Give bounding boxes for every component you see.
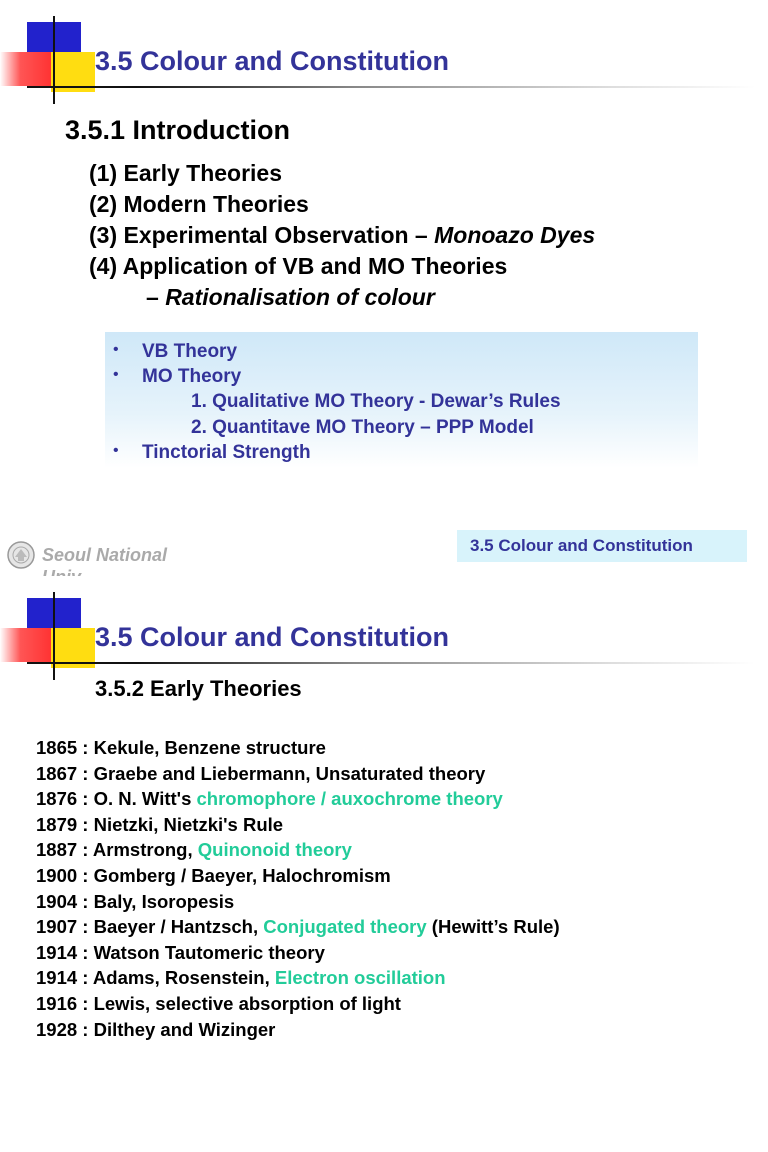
logo-red-square bbox=[0, 628, 51, 662]
slide-title: 3.5 Colour and Constitution bbox=[95, 622, 449, 652]
timeline-text: 1887 : Armstrong, bbox=[36, 839, 198, 861]
theory-subitem-quantitative: 2. Quantitave MO Theory – PPP Model bbox=[191, 417, 534, 438]
bullet-icon: • bbox=[113, 442, 119, 459]
logo-vertical-line bbox=[53, 16, 55, 104]
timeline-text: 1916 : Lewis, selective absorption of light bbox=[36, 992, 401, 1014]
timeline-highlight: Electron oscillation bbox=[274, 967, 446, 989]
theory-subitem-qualitative: 1. Qualitative MO Theory - Dewar’s Rules bbox=[191, 391, 561, 412]
section-heading: 3.5.2 Early Theories bbox=[95, 676, 302, 701]
title-underline bbox=[27, 662, 755, 664]
timeline-text: 1876 : O. N. Witt's bbox=[36, 788, 197, 810]
timeline-item bbox=[36, 940, 560, 966]
timeline-item bbox=[36, 786, 560, 812]
topic-text: (3) Experimental Observation – bbox=[89, 222, 435, 248]
timeline-item bbox=[36, 991, 560, 1017]
timeline-text: 1900 : Gomberg / Baeyer, Halochromism bbox=[36, 864, 391, 886]
timeline-text: 1867 : Graebe and Liebermann, Unsaturated theory bbox=[36, 762, 486, 784]
timeline-item bbox=[36, 863, 560, 889]
topic-application-vb-mo bbox=[89, 253, 507, 280]
section-heading: 3.5.1 Introduction bbox=[65, 115, 291, 145]
theory-item-mo: MO Theory bbox=[142, 366, 242, 387]
topic-modern-theories bbox=[89, 191, 309, 218]
timeline-text: 1914 : Watson Tautomeric theory bbox=[36, 941, 325, 963]
timeline-item bbox=[36, 761, 560, 787]
timeline-text: 1904 : Baly, Isoropesis bbox=[36, 890, 235, 912]
bullet-icon: • bbox=[113, 366, 119, 383]
timeline-item bbox=[36, 965, 560, 991]
topic-rationalisation bbox=[146, 284, 435, 311]
topic-text: (2) Modern Theories bbox=[89, 191, 309, 217]
timeline-item bbox=[36, 914, 560, 940]
timeline-item bbox=[36, 1017, 560, 1043]
timeline-text-suffix: (Hewitt’s Rule) bbox=[426, 916, 560, 938]
topic-text: – bbox=[146, 284, 166, 310]
timeline-text: 1879 : Nietzki, Nietzki's Rule bbox=[36, 813, 284, 835]
timeline-highlight: Conjugated theory bbox=[263, 916, 427, 938]
timeline-text: 1914 : Adams, Rosenstein, bbox=[36, 967, 275, 989]
slide-title: 3.5 Colour and Constitution bbox=[95, 46, 449, 76]
timeline-item bbox=[36, 812, 560, 838]
slide-2 bbox=[0, 576, 768, 1152]
topic-emphasis: Rationalisation of colour bbox=[165, 284, 435, 310]
university-seal-icon bbox=[6, 540, 36, 570]
topic-emphasis: Monoazo Dyes bbox=[434, 222, 596, 248]
university-name: Seoul National bbox=[42, 545, 168, 565]
timeline-item bbox=[36, 735, 560, 761]
timeline-text: 1928 : Dilthey and Wizinger bbox=[36, 1018, 276, 1040]
topic-text: (4) Application of VB and MO Theories bbox=[89, 253, 508, 279]
timeline-list bbox=[36, 735, 560, 1042]
logo-red-square bbox=[0, 52, 51, 86]
timeline-highlight: Quinonoid theory bbox=[197, 839, 352, 861]
topic-text: (1) Early Theories bbox=[89, 160, 283, 186]
logo-vertical-line bbox=[53, 592, 55, 680]
timeline-text: 1865 : Kekule, Benzene structure bbox=[36, 737, 326, 758]
timeline-text: 1907 : Baeyer / Hantzsch, bbox=[36, 916, 264, 938]
timeline-highlight: chromophore / auxochrome theory bbox=[196, 788, 503, 810]
title-underline bbox=[27, 86, 755, 88]
footer-label: 3.5 Colour and Constitution bbox=[470, 536, 693, 555]
footer-label-box bbox=[457, 530, 747, 562]
theory-item-tinctorial: Tinctorial Strength bbox=[142, 442, 311, 463]
timeline-item bbox=[36, 837, 560, 863]
theory-item-vb: VB Theory bbox=[142, 341, 238, 362]
bullet-icon: • bbox=[113, 341, 119, 358]
topic-experimental-observation bbox=[89, 222, 595, 249]
theory-box bbox=[105, 332, 698, 468]
timeline-item bbox=[36, 889, 560, 915]
topic-early-theories bbox=[89, 160, 282, 187]
